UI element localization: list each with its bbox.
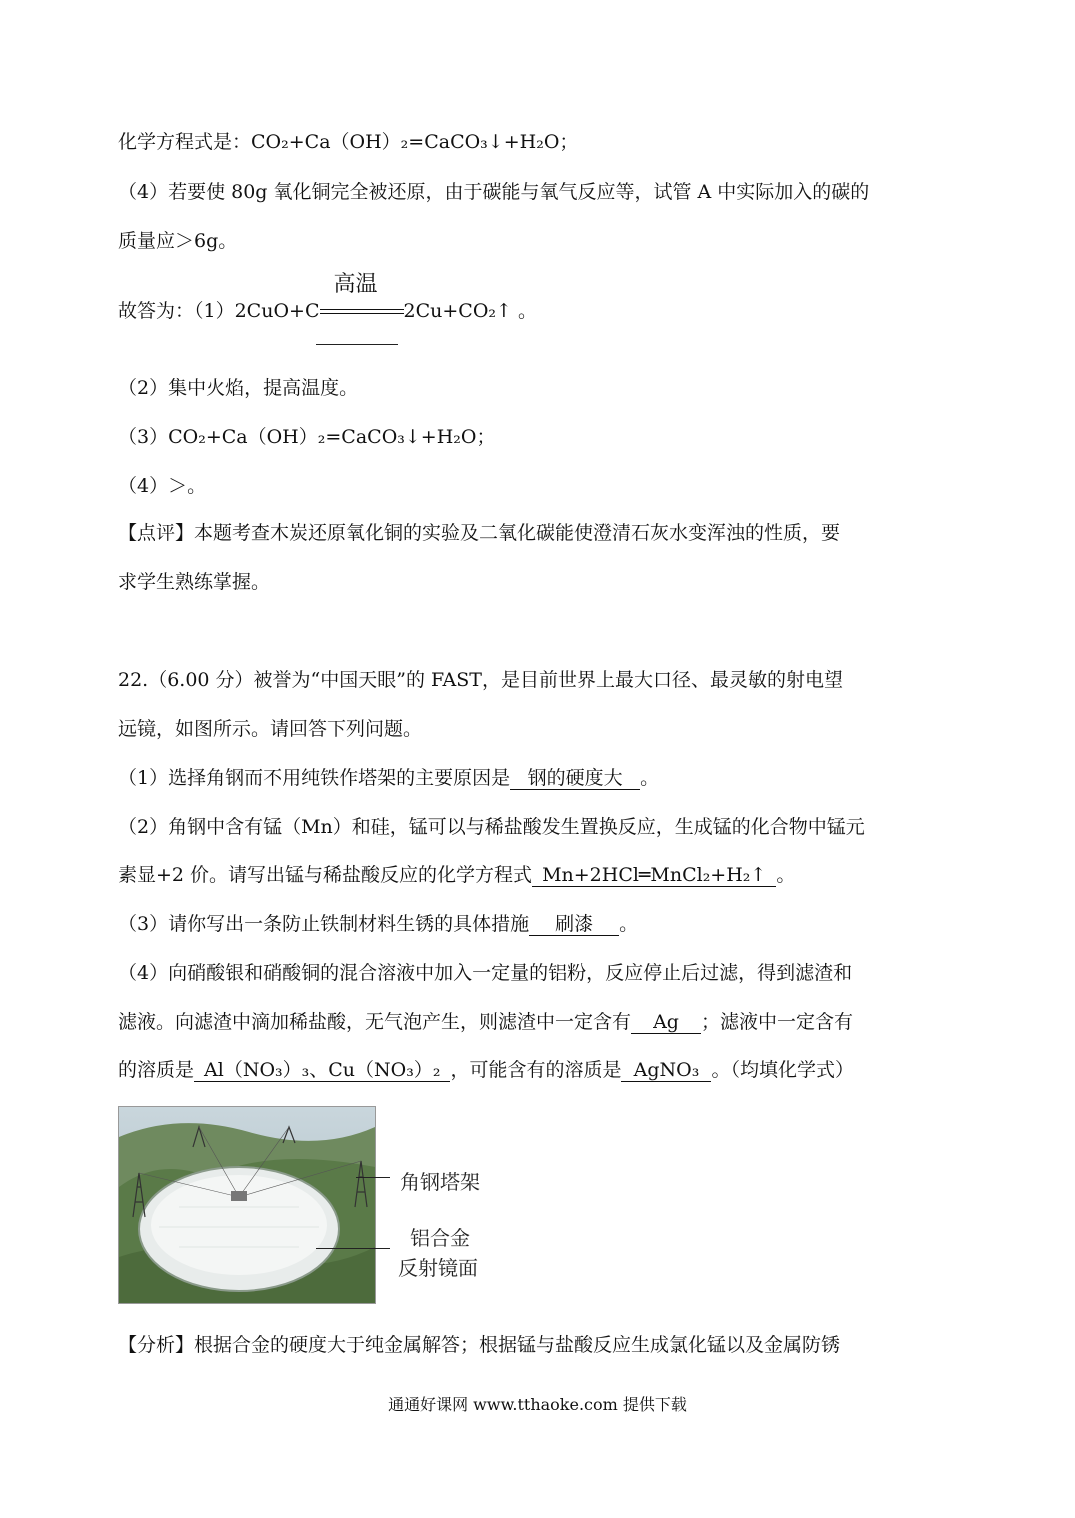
question-22-title-cont: 远镜，如图所示。请回答下列问题。: [118, 718, 423, 740]
answer-blank: Al（NO₃）₃、Cu（NO₃）₂: [194, 1059, 450, 1082]
sub-question-4: （4）向硝酸银和硝酸铜的混合溶液中加入一定量的铝粉，反应停止后过滤，得到滤渣和: [118, 962, 853, 984]
answer-suffix: 2Cu+CO₂↑ 。: [403, 300, 537, 322]
sub-question-4-cont: [118, 1010, 853, 1034]
question-text: 。: [619, 913, 639, 935]
question-text: （3）请你写出一条防止铁制材料生锈的具体措施: [118, 913, 530, 935]
sub-question-2-cont: [118, 863, 795, 887]
answer-blank: Ag: [631, 1011, 701, 1034]
text-line: （4）＞。: [118, 475, 207, 497]
label-tower: 角钢塔架: [400, 1170, 480, 1194]
fast-telescope-photo: [118, 1106, 376, 1304]
question-text: ；滤液中一定含有: [701, 1011, 854, 1033]
sub-question-3: [118, 912, 638, 936]
question-text: 。（均填化学式）: [711, 1059, 854, 1081]
answer-blank: Mn+2HCl═MnCl₂+H₂↑: [532, 864, 776, 887]
text-line: （4）若要使 80g 氧化铜完全被还原，由于碳能与氧气反应等，试管 A 中实际加入的碳的: [118, 181, 870, 203]
sub-question-2: （2）角钢中含有锰（Mn）和硅，锰可以与稀盐酸发生置换反应，生成锰的化合物中锰元: [118, 816, 865, 838]
question-text: 素显+2 价。请写出锰与稀盐酸反应的化学方程式: [118, 864, 533, 886]
reaction-condition: [320, 272, 404, 323]
question-text: ，可能含有的溶质是: [450, 1059, 622, 1081]
question-text: 。: [640, 767, 660, 789]
question-text: 的溶质是: [118, 1059, 195, 1081]
answer-blank: 刷漆: [529, 913, 619, 936]
question-text: （1）选择角钢而不用纯铁作塔架的主要原因是: [118, 767, 511, 789]
answer-blank: 钢的硬度大: [510, 767, 640, 790]
sub-question-4-cont2: [118, 1058, 854, 1082]
text-line: （3）CO₂+Ca（OH）₂=CaCO₃↓+H₂O；: [118, 426, 496, 448]
leader-line-mirror: [316, 1248, 390, 1249]
sub-question-1: [118, 766, 659, 790]
text-line: （2）集中火焰，提高温度。: [118, 377, 359, 399]
text-line: 化学方程式是：CO₂+Ca（OH）₂=CaCO₃↓+H₂O；: [118, 131, 579, 153]
label-mirror-2: 反射镜面: [398, 1256, 478, 1280]
answer-blank: AgNO₃: [621, 1059, 711, 1082]
comment-line: 求学生熟练掌握。: [118, 571, 271, 593]
condition-label: 高温: [333, 272, 378, 297]
analysis-line: 【分析】根据合金的硬度大于纯金属解答；根据锰与盐酸反应生成氯化锰以及金属防锈: [118, 1334, 841, 1356]
answer-line-1: [118, 272, 537, 323]
label-mirror-1: 铝合金: [410, 1226, 470, 1250]
answer-prefix: 故答为：（1）2CuO+C: [118, 300, 320, 322]
stray-underline: [316, 344, 398, 345]
question-text: 滤液。向滤渣中滴加稀盐酸，无气泡产生，则滤渣中一定含有: [118, 1011, 632, 1033]
leader-line-tower: [356, 1177, 390, 1178]
text-line: 质量应＞6g。: [118, 230, 238, 252]
question-text: 。: [776, 864, 796, 886]
comment-line: 【点评】本题考查木炭还原氧化铜的实验及二氧化碳能使澄清石灰水变浑浊的性质，要: [118, 522, 841, 544]
question-22-title: 22.（6.00 分）被誉为“中国天眼”的 FAST，是目前世界上最大口径、最灵敏的射电望: [118, 669, 843, 691]
page-footer: 通通好课网 www.tthaoke.com 提供下载: [388, 1395, 687, 1414]
